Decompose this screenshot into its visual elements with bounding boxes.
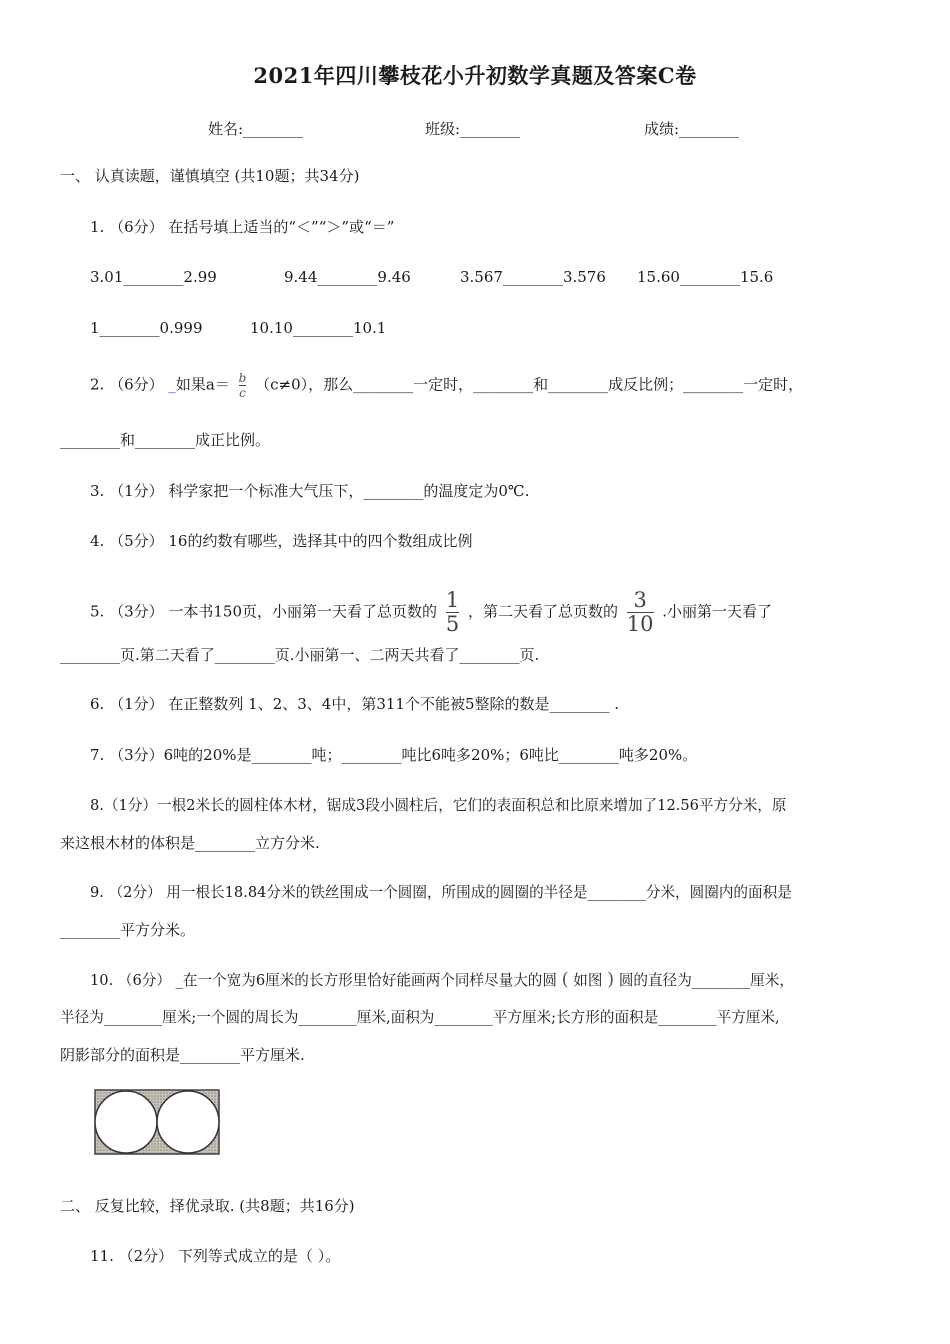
question-9: 9. （2分） 用一根长18.84分米的铁丝围成一个圆圈，所围成的圆圈的半径是________分米，圆圈内的面积是 (90, 884, 792, 901)
paren-close: ) (607, 969, 615, 990)
fraction-3-10 (627, 590, 654, 635)
fraction-b-over-c (239, 372, 247, 399)
q1-item-3: 3.567________3.576 (460, 268, 606, 286)
question-11: 11. （2分） 下列等式成立的是（ ）。 (90, 1247, 341, 1265)
question-3: 3. （1分） 科学家把一个标准大气压下，________的温度定为0℃. (90, 482, 530, 500)
rectangle-two-circles-figure (94, 1089, 220, 1155)
fraction-1-5 (446, 590, 459, 635)
question-2 (90, 372, 803, 399)
q1-item-4: 15.60________15.6 (637, 268, 774, 286)
question-1: 1. （6分） 在括号填上适当的“＜”“＞”或“＝” (90, 218, 395, 236)
question-7: 7. （3分）6吨的20%是________吨；________吨比6吨多20%；6吨比________吨多20%。 (90, 746, 698, 764)
q1-item-6: 10.10________10.1 (250, 319, 387, 337)
q2-after-frac: （c≠0），那么________一定时，________和________成反比例；________一定时， (255, 375, 804, 394)
frac-numerator: b (238, 371, 247, 385)
question-8-line2: 来这根木材的体积是________立方分米. (60, 834, 320, 852)
q1-item-1: 3.01________2.99 (90, 268, 217, 286)
section2-heading: 二、 反复比较，择优录取. (共8题；共16分) (60, 1197, 355, 1215)
q5-part3: .小丽第一天看了 (662, 602, 773, 621)
question-6: 6. （1分） 在正整数列 1、2、3、4中，第311个不能被5整除的数是________ . (90, 695, 620, 713)
q1-item-2: 9.44________9.46 (284, 268, 411, 286)
q10-paren-text: 如图 (573, 972, 603, 989)
figure-circle-left (95, 1091, 157, 1153)
q2-prefix: 2. （6分） (90, 375, 169, 394)
frac-denominator: c (239, 386, 246, 400)
question-8: 8.（1分）一根2米长的圆柱体木材，锯成3段小圆柱后，它们的表面积总和比原来增加了12.56平方分米，原 (90, 797, 787, 814)
question-10-line3: 阴影部分的面积是________平方厘米. (60, 1046, 305, 1064)
section1-heading: 一、 认真读题，谨慎填空 (共10题；共34分) (60, 167, 360, 185)
q1-item-5: 1________0.999 (90, 319, 203, 337)
frac-denominator: 10 (626, 612, 654, 636)
q5-part1: 5. （3分） 一本书150页，小丽第一天看了总页数的 (90, 602, 438, 621)
score-field[interactable]: 成绩:________ (644, 120, 740, 138)
frac-numerator: 1 (445, 588, 460, 612)
question-9-line2: ________平方分米。 (60, 921, 196, 939)
name-field[interactable]: 姓名:________ (208, 120, 304, 138)
q2-a-eq: 如果a＝ (175, 375, 230, 394)
q10-line1-a: 10. （6分） _在一个宽为6厘米的长方形里恰好能画两个同样尽量大的圆 (90, 972, 557, 989)
q2-underscore: _ (168, 375, 176, 394)
page-title: 2021年四川攀枝花小升初数学真题及答案C卷 (253, 63, 697, 88)
question-5 (90, 590, 772, 635)
q5-part2: ，第二天看了总页数的 (467, 602, 618, 621)
question-10 (90, 970, 794, 991)
frac-numerator: 3 (633, 588, 647, 612)
question-10-line2: 半径为________厘米;一个圆的周长为________厘米,面积为________平方厘米;长方形的面积是________平方厘米, (60, 1009, 780, 1026)
question-5-line2: ________页.第二天看了________页.小丽第一、二两天共看了________页. (60, 646, 540, 664)
paren-open: ( (561, 969, 569, 990)
question-4: 4. （5分） 16的约数有哪些，选择其中的四个数组成比例 (90, 532, 473, 550)
q10-line1-b: 圆的直径为________厘米， (618, 972, 794, 989)
figure-circle-right (157, 1091, 219, 1153)
frac-denominator: 5 (445, 612, 460, 636)
class-field[interactable]: 班级:________ (425, 120, 521, 138)
question-2-line2: ________和________成正比例。 (60, 431, 271, 449)
